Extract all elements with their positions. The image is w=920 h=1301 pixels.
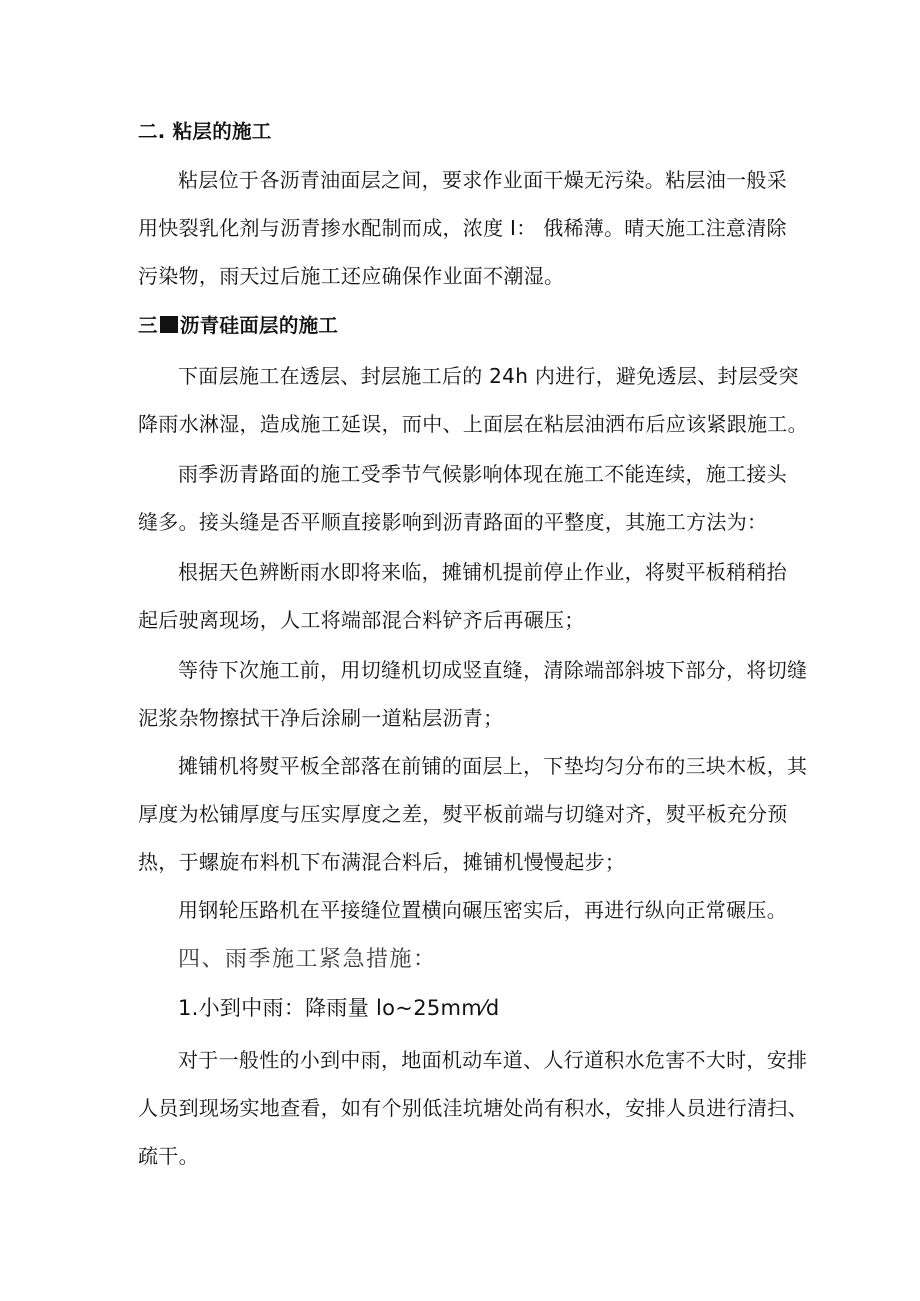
section-3-number: 三 (138, 314, 158, 337)
paragraph-line: 根据天色辨断雨水即将来临，摊铺机提前停止作业，将熨平板稍稍抬 (178, 560, 787, 584)
paragraph-line: 等待下次施工前，用切缝机切成竖直缝，清除端部斜坡下部分，将切缝 (178, 658, 808, 682)
paragraph-line: 摊铺机将熨平板全部落在前铺的面层上，下垫均匀分布的三块木板，其 (178, 754, 808, 778)
paragraph-line: 人员到现场实地查看，如有个别低洼坑塘处尚有积水，安排人员进行清扫、 (138, 1096, 808, 1120)
section-3-heading (138, 312, 338, 340)
paragraph-line: 降雨水淋湿，造成施工延误，而中、上面层在粘层油洒布后应该紧跟施工。 (138, 412, 808, 436)
paragraph-line: 粘层位于各沥青油面层之间，要求作业面干燥无污染。粘层油一般采 (178, 168, 787, 192)
subsection-heading: 1.小到中雨：降雨量 lo~25mm⁄d (178, 996, 500, 1020)
paragraph-line: 用快裂乳化剂与沥青掺水配制而成，浓度 I： 俄稀薄。晴天施工注意清除 (138, 216, 787, 240)
paragraph-line: 起后驶离现场，人工将端部混合料铲齐后再碾压； (138, 608, 585, 632)
section-3-title: 沥青硅面层的施工 (179, 314, 339, 337)
paragraph-line: 厚度为松铺厚度与压实厚度之差，熨平板前端与切缝对齐，熨平板充分预 (138, 802, 788, 826)
section-2-heading: 二. 粘层的施工 (138, 120, 272, 143)
section-4-heading: 四、雨季施工紧急措施： (178, 947, 437, 972)
paragraph-line: 疏干。 (138, 1144, 199, 1168)
paragraph-line: 热，于螺旋布料机下布满混合料后，摊铺机慢慢起步； (138, 850, 626, 874)
paragraph-line: 雨季沥青路面的施工受季节气候影响体现在施工不能连续，施工接头 (178, 462, 787, 486)
paragraph-line: 缝多。接头缝是否平顺直接影响到沥青路面的平整度，其施工方法为： (138, 510, 768, 534)
paragraph-line: 污染物，雨天过后施工还应确保作业面不潮湿。 (138, 264, 565, 288)
black-square-icon (160, 316, 178, 333)
paragraph-line: 对于一般性的小到中雨，地面机动车道、人行道积水危害不大时，安排 (178, 1048, 808, 1072)
paragraph-line: 泥浆杂物擦拭干净后涂刷一道粘层沥青； (138, 706, 504, 730)
paragraph-line: 用钢轮压路机在平接缝位置横向碾压密实后，再进行纵向正常碾压。 (178, 898, 787, 922)
paragraph-line: 下面层施工在透层、封层施工后的 24h 内进行，避免透层、封层受突 (178, 364, 799, 388)
